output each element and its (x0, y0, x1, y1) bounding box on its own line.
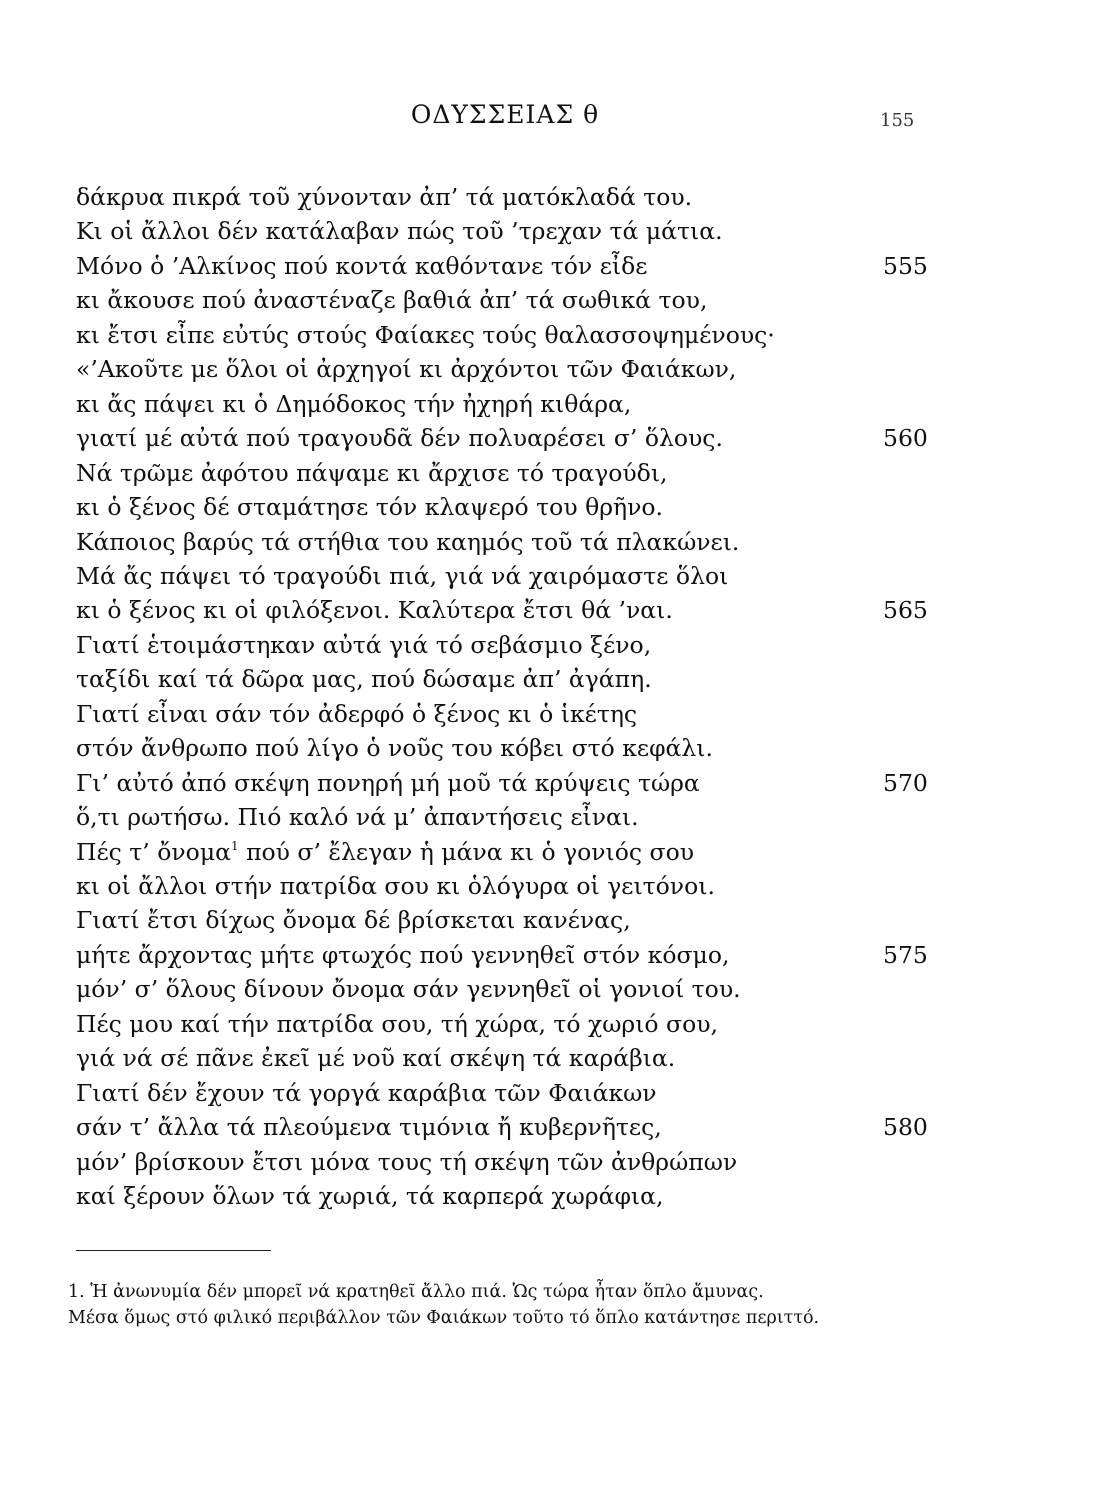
verse-text-segment: Νά τρῶμε ἀφότου πάψαμε κι ἄρχισε τό τραγούδι, (76, 458, 668, 487)
verse-number: 570 (883, 768, 928, 797)
verse-text (76, 250, 647, 283)
verse-text (76, 732, 713, 765)
verse-line (0, 698, 1120, 731)
verse-text-segment: Μόνο ὁ ’Αλκίνος πού κοντά καθόντανε τόν εἶδε (76, 251, 648, 280)
verse-text-segment: Κι οἱ ἄλλοι δέν κατάλαβαν πώς τοῦ ’τρεχαν τά μάτια. (76, 217, 723, 246)
verse-text-segment: Γιατί ἔτσι δίχως ὄνομα δέ βρίσκεται κανένας, (76, 906, 631, 935)
verse-text (76, 491, 663, 524)
verse-text (76, 1042, 675, 1075)
verse-number: 555 (883, 251, 928, 280)
verse-text-segment: Πές τ’ ὄνομα (76, 837, 231, 866)
verse-number: 575 (883, 940, 928, 969)
verse-text (76, 422, 723, 455)
verse-line (0, 1008, 1120, 1041)
verse-text-segment: Κάποιος βαρύς τά στήθια του καημός τοῦ τά πλακώνει. (76, 527, 740, 556)
verse-line (0, 939, 1120, 972)
verse-line (0, 732, 1120, 765)
verse-line (0, 1077, 1120, 1110)
verse-number: 560 (883, 424, 928, 453)
verse-text-segment: κι ὁ ξένος δέ σταμάτησε τόν κλαψερό του θρῆνο. (76, 493, 664, 522)
page-title: ΟΔΥΣΣΕΙΑΣ θ (410, 100, 600, 129)
verse-line (0, 181, 1120, 214)
verse-text-segment: Μά ἄς πάψει τό τραγούδι πιά, γιά νά χαιρόμαστε ὅλοι (76, 561, 729, 590)
verse-line (0, 870, 1120, 903)
verse-text-segment: «’Ακοῦτε με ὅλοι οἱ ἀρχηγοί κι ἀρχόντοι τῶν Φαιάκων, (76, 355, 737, 384)
verse-text (76, 939, 729, 972)
verse-line (0, 801, 1120, 834)
verse-line (0, 629, 1120, 662)
verse-text (76, 1111, 662, 1144)
verse-text-segment: κι ἄς πάψει κι ὁ Δημόδοκος τήν ἠχηρή κιθάρα, (76, 389, 632, 418)
verse-text (76, 388, 631, 421)
verse-line (0, 491, 1120, 524)
verse-line (0, 973, 1120, 1006)
verse-text (76, 594, 673, 627)
verse-text-segment: κι οἱ ἄλλοι στήν πατρίδα σου κι ὁλόγυρα οἱ γειτόνοι. (76, 872, 715, 900)
footnote-divider (76, 1250, 271, 1251)
verse-text-segment: δάκρυα πικρά τοῦ χύνονταν ἀπ’ τά ματόκλαδά του. (76, 183, 693, 211)
verse-line (0, 1111, 1120, 1144)
verse-line (0, 560, 1120, 593)
verse-text (76, 663, 652, 696)
verse-line (0, 1146, 1120, 1179)
verse-line (0, 319, 1120, 352)
verse-line (0, 250, 1120, 283)
verse-text (76, 801, 639, 834)
page-number: 155 (880, 110, 915, 131)
verse-number: 565 (883, 596, 928, 625)
verse-text (76, 767, 700, 800)
verse-line (0, 422, 1120, 455)
verse-line (0, 353, 1120, 386)
verse-text-segment: μόν’ σ’ ὅλους δίνουν ὄνομα σάν γεννηθεῖ οἱ γονιοί του. (76, 975, 741, 1004)
verse-text-segment: Γιατί εἶναι σάν τόν ἀδερφό ὁ ξένος κι ὁ ἱκέτης (76, 699, 638, 728)
footnote-reference: 1 (230, 838, 239, 853)
verse-text-segment: Πές μου καί τήν πατρίδα σου, τή χώρα, τό χωριό σου, (76, 1009, 718, 1038)
verse-text-segment: πού σ’ ἔλεγαν ἡ μάνα κι ὁ γονιός σου (238, 837, 695, 866)
verse-line (0, 457, 1120, 490)
verse-line (0, 388, 1120, 421)
verse-text (76, 215, 723, 248)
verse-text (76, 457, 668, 490)
verse-number: 580 (883, 1113, 928, 1142)
verse-text-segment: σάν τ’ ἄλλα τά πλεούμενα τιμόνια ἤ κυβερνῆτες, (76, 1113, 662, 1142)
verse-text-segment: ταξίδι καί τά δῶρα μας, πού δώσαμε ἀπ’ ἀγάπη. (76, 665, 652, 694)
verse-line (0, 904, 1120, 937)
footnote-line: 1. Ἡ ἀνωνυμία δέν μπορεῖ νά κρατηθεῖ ἄλλο πιά. Ὡς τώρα ἦταν ὅπλο ἄμυνας. (68, 1282, 764, 1302)
verse-line (0, 1042, 1120, 1075)
verse-text-segment: κι ἔτσι εἶπε εὐτύς στούς Φαίακες τούς θαλασσοψημένους· (76, 320, 775, 349)
verse-line (0, 836, 1120, 869)
verse-line (0, 594, 1120, 627)
verse-text-segment: μόν’ βρίσκουν ἔτσι μόνα τους τή σκέψη τῶν ἀνθρώπων (76, 1147, 738, 1176)
verse-text-segment: Γιατί ἑτοιμάστηκαν αὐτά γιά τό σεβάσμιο ξένο, (76, 630, 652, 659)
verse-text-segment: στόν ἄνθρωπο πού λίγο ὁ νοῦς του κόβει στό κεφάλι. (76, 734, 713, 763)
verse-text (76, 973, 741, 1006)
verse-text-segment: ὅ,τι ρωτήσω. Πιό καλό νά μ’ ἀπαντήσεις εἶναι. (76, 803, 639, 832)
verse-text (76, 181, 692, 214)
verse-text-segment: Γι’ αὐτό ἀπό σκέψη πονηρή μή μοῦ τά κρύψεις τώρα (76, 768, 700, 797)
verse-text (76, 1077, 657, 1110)
verse-text (76, 560, 728, 593)
verse-line (0, 215, 1120, 248)
verse-text (76, 526, 739, 559)
verse-text-segment: γιά νά σέ πᾶνε ἐκεῖ μέ νοῦ καί σκέψη τά καράβια. (76, 1044, 676, 1073)
verse-line (0, 663, 1120, 696)
verse-text (76, 284, 707, 317)
verse-line (0, 284, 1120, 317)
verse-text (76, 836, 694, 869)
verse-text (76, 904, 631, 937)
verse-text (76, 698, 637, 731)
verse-text-segment: Γιατί δέν ἔχουν τά γοργά καράβια τῶν Φαιάκων (76, 1078, 657, 1107)
verse-text-segment: γιατί μέ αὐτά πού τραγουδᾶ δέν πολυαρέσει σ’ ὅλους. (76, 424, 723, 453)
verse-text-segment: καί ξέρουν ὅλων τά χωριά, τά καρπερά χωράφια, (76, 1182, 664, 1211)
verse-text (76, 1146, 737, 1179)
verse-text (76, 319, 775, 352)
verse-text-segment: κι ὁ ξένος κι οἱ φιλόξενοι. Καλύτερα ἔτσι θά ’ναι. (76, 596, 673, 625)
verse-text (76, 1180, 664, 1213)
verse-text (76, 1008, 718, 1041)
verse-line (0, 767, 1120, 800)
verse-text (76, 353, 736, 386)
verse-line (0, 526, 1120, 559)
footnote-line: Μέσα ὅμως στό φιλικό περιβάλλον τῶν Φαιάκων τοῦτο τό ὅπλο κατάντησε περιττό. (68, 1308, 820, 1328)
verse-text-segment: κι ἄκουσε πού ἀναστέναζε βαθιά ἀπ’ τά σωθικά του, (76, 286, 708, 315)
verse-text (76, 629, 651, 662)
verse-text (76, 870, 715, 903)
verse-text-segment: μήτε ἄρχοντας μήτε φτωχός πού γεννηθεῖ στόν κόσμο, (76, 940, 730, 969)
verse-line (0, 1180, 1120, 1213)
